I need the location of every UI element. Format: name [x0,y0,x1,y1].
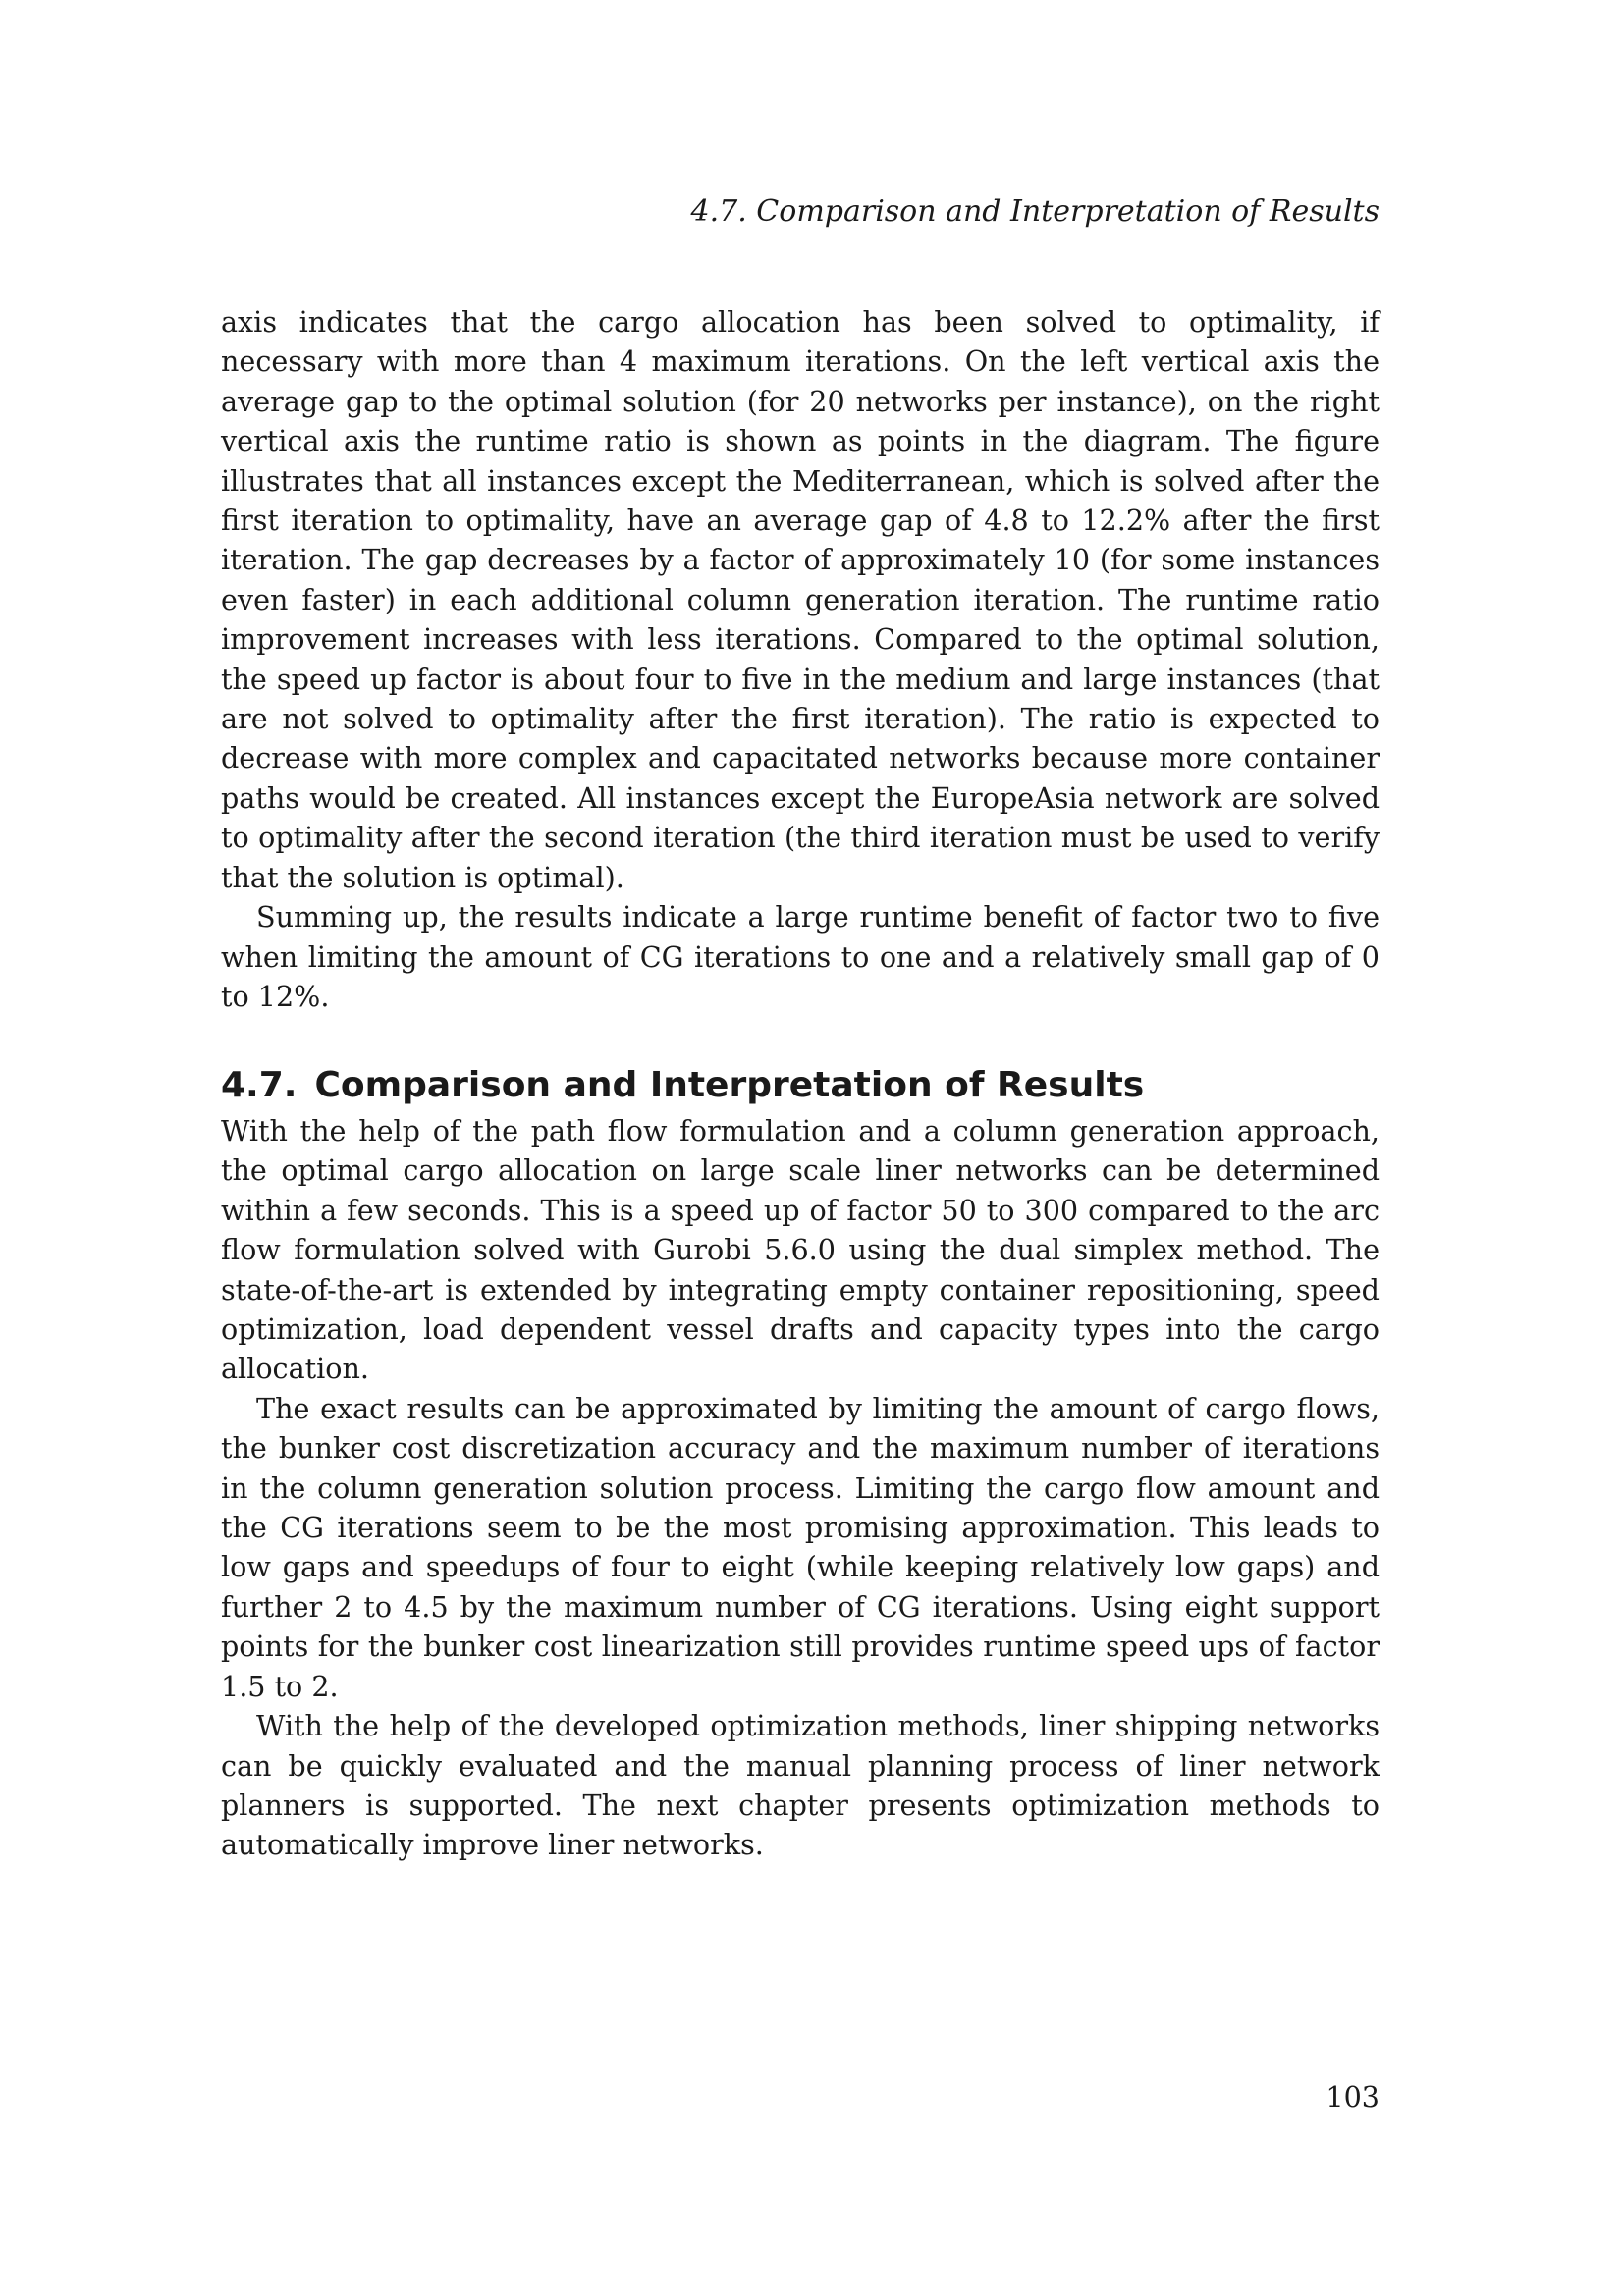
section-title: Comparison and Interpretation of Results [314,1064,1145,1105]
paragraph-section-2: The exact results can be approximated by limiting the amount of cargo flows, the bunker cost discretization accuracy and the maximum number of iterations in the column generation solution process. Limiting the cargo flow amount and the CG iterations seem to be the most promising approximation. This leads to low gaps and speedups of four to eight (while keeping relatively low gaps) and further 2 to 4.5 by the maximum number of CG iterations. Using eight support points for the bunker cost linearization still provides runtime speed ups of factor 1.5 to 2. [221,1391,1380,1703]
continued-text-block [221,302,1380,1016]
running-header: 4.7. Comparison and Interpretation of Results [690,194,1380,229]
paragraph-section-1: With the help of the path flow formulation and a column generation approach, the optimal cargo allocation on large scale liner networks can be determined within a few seconds. This is a speed up of factor 50 to 300 compared to the arc flow formulation solved with Gurobi 5.6.0 using the dual simplex method. The state-of-the-art is extended by integrating empty container repositioning, speed optimization, load dependent vessel drafts and capacity types into the cargo allocation. [221,1114,1380,1386]
section-heading [221,1062,1380,1109]
page-number: 103 [1326,2080,1380,2113]
paragraph-summary: Summing up, the results indicate a large runtime benefit of factor two to five when limiting the amount of CG iterations to one and a relatively small gap of 0 to 12%. [221,900,1380,1013]
section-text-block [221,1111,1380,1865]
section-number: 4.7. [221,1064,298,1105]
paragraph-continued: axis indicates that the cargo allocation has been solved to optimality, if necessary with more than 4 maximum iterations. On the left vertical axis the average gap to the optimal solution (for 20 networks per instance), on the right vertical axis the runtime ratio is shown as points in the diagram. The figure illustrates that all instances except the Mediterranean, which is solved after the first iteration to optimality, have an average gap of 4.8 to 12.2% after the first iteration. The gap decreases by a factor of approximately 10 (for some instances even faster) in each additional column generation iteration. The runtime ratio improvement increases with less iterations. Compared to the optimal solution, the speed up factor is about four to five in the medium and large instances (that are not solved to optimality after the first iteration). The ratio is expected to decrease with more complex and capacitated networks because more container paths would be created. All instances except the EuropeAsia network are solved to optimality after the second iteration (the third iteration must be used to verify that the solution is optimal). [221,305,1380,894]
document-page [221,0,1380,2296]
paragraph-section-3: With the help of the developed optimization methods, liner shipping networks can be quickly evaluated and the manual planning process of liner network planners is supported. The next chapter presents optimization methods to automatically improve liner networks. [221,1709,1380,1862]
